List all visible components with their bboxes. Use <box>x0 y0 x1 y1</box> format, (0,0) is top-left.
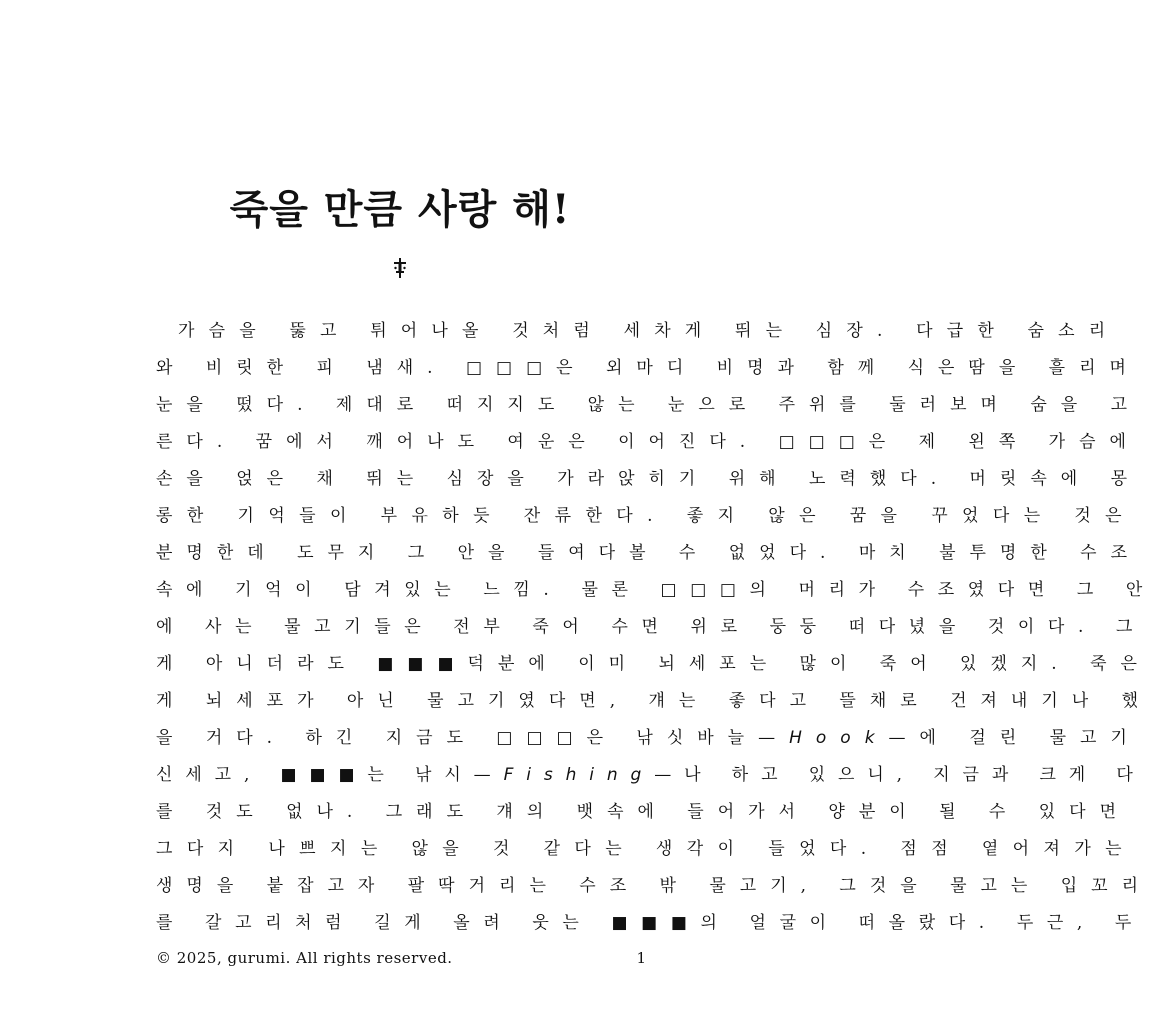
paragraph-line: 른다. 꿈에서 깨어나도 여운은 이어진다. □□□은 제 왼쪽 가슴에 <box>156 432 1140 452</box>
paragraph-line: 분명한데 도무지 그 안을 들여다볼 수 없었다. 마치 불투명한 수조 <box>156 543 1142 563</box>
paragraph-line: 를 것도 없나. 그래도 걔의 뱃속에 들어가서 양분이 될 수 있다면 <box>156 802 1130 822</box>
dagger-ornament-icon <box>388 256 412 280</box>
english-term: Fishing <box>503 765 655 785</box>
paragraph-line: 게 아니더라도 ■■■덕분에 이미 뇌세포는 많이 죽어 있겠지. 죽은 <box>156 654 1151 674</box>
page-footer <box>156 946 646 970</box>
paragraph-line: 와 비릿한 피 냄새. □□□은 외마디 비명과 함께 식은땀을 흘리며 <box>156 358 1140 378</box>
copyright-notice: © 2025, gurumi. All rights reserved. <box>156 949 453 967</box>
paragraph-line: 눈을 떴다. 제대로 떠지지도 않는 눈으로 주위를 둘러보며 숨을 고 <box>156 395 1142 415</box>
paragraph-line: 를 갈고리처럼 길게 올려 웃는 ■■■의 얼굴이 떠올랐다. 두근, 두 <box>156 913 1145 933</box>
document-title: 죽을 만큼 사랑 해! <box>229 186 571 233</box>
paragraph-line: 신세고, ■■■는 낚시—Fishing—나 하고 있으니, 지금과 크게 다 <box>156 765 1146 785</box>
paragraph-line: 속에 기억이 담겨있는 느낌. 물론 □□□의 머리가 수조였다면 그 안 <box>156 580 1156 600</box>
paragraph-line: 생명을 붙잡고자 팔딱거리는 수조 밖 물고기, 그것을 물고는 입꼬리 <box>156 876 1153 896</box>
paragraph-line: 에 사는 물고기들은 전부 죽어 수면 위로 둥둥 떠다녔을 것이다. 그 <box>156 617 1147 637</box>
paragraph-line: 을 거다. 하긴 지금도 □□□은 낚싯바늘—Hook—에 걸린 물고기 <box>156 728 1141 748</box>
english-term: Hook <box>789 728 889 748</box>
paragraph-line: 게 뇌세포가 아닌 물고기였다면, 걔는 좋다고 뜰채로 건져내기나 했 <box>156 691 1153 711</box>
page-number: 1 <box>636 949 646 967</box>
body-paragraph <box>156 313 1156 942</box>
paragraph-line: 가슴을 뚫고 튀어나올 것처럼 세차게 뛰는 심장. 다급한 숨소리 <box>178 321 1120 341</box>
paragraph-line: 롱한 기억들이 부유하듯 잔류한다. 좋지 않은 꿈을 꾸었다는 것은 <box>156 506 1137 526</box>
paragraph-line: 그다지 나쁘지는 않을 것 같다는 생각이 들었다. 점점 옅어져가는 <box>156 839 1137 859</box>
paragraph-line: 손을 얹은 채 뛰는 심장을 가라앉히기 위해 노력했다. 머릿속에 몽 <box>156 469 1142 489</box>
